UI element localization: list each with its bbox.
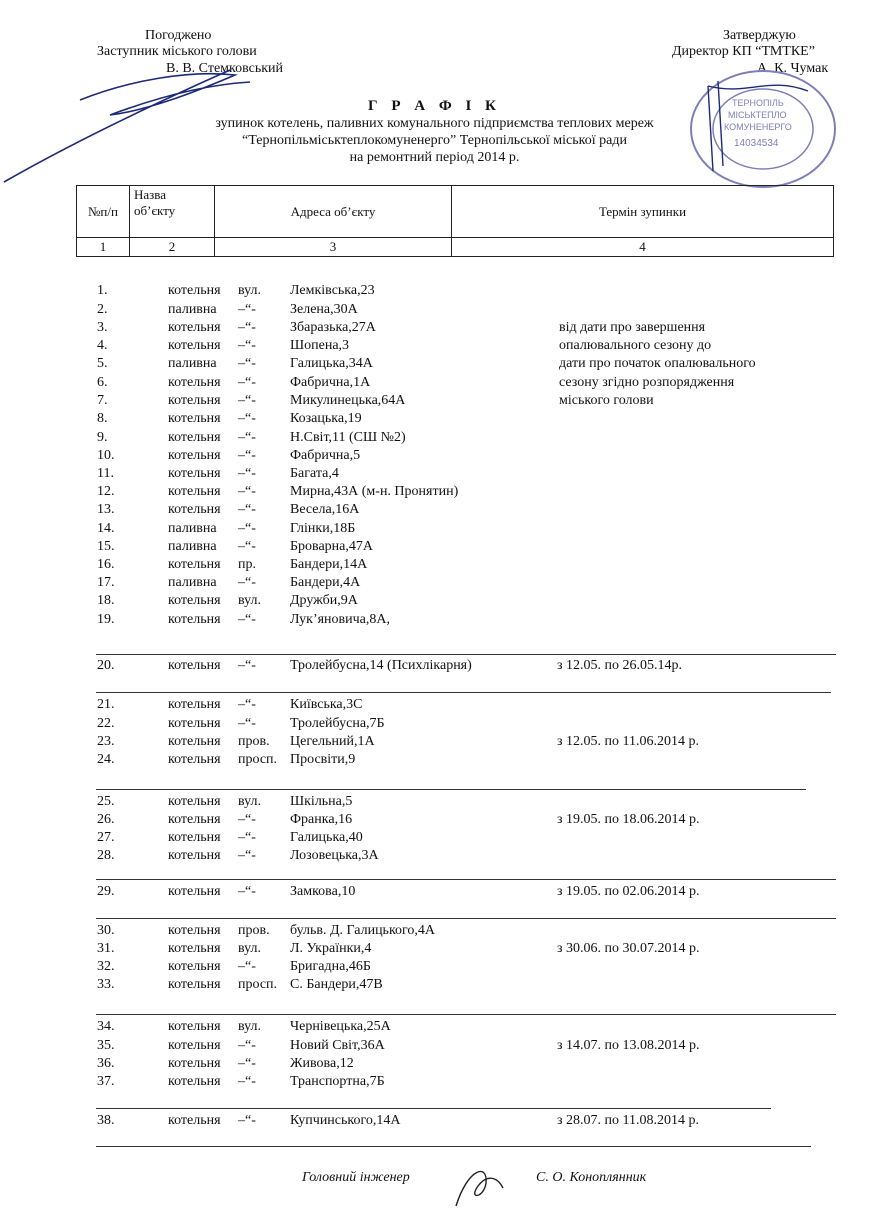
row-address: Живова,12 [290, 1056, 354, 1071]
table-row [0, 830, 869, 848]
row-object-type: котельня [168, 830, 221, 845]
row-address: Бандери,4А [290, 575, 361, 590]
row-street-prefix: –“- [238, 356, 256, 371]
row-street-prefix: пр. [238, 557, 256, 572]
header-num: №п/п [77, 186, 130, 238]
row-address: Лозовецька,3А [290, 848, 379, 863]
table-row [0, 557, 869, 575]
row-number: 9. [97, 430, 108, 445]
row-object-type: котельня [168, 338, 221, 353]
table-row [0, 283, 869, 301]
table-row [0, 484, 869, 502]
note-line1: від дати про завершення [559, 320, 706, 335]
row-object-type: котельня [168, 923, 221, 938]
group-separator [96, 654, 836, 655]
table-row [0, 752, 869, 770]
table-row [0, 575, 869, 593]
row-period: з 19.05. по 02.06.2014 р. [557, 884, 700, 899]
group-separator [96, 1014, 836, 1015]
row-number: 32. [97, 959, 115, 974]
row-street-prefix: –“- [238, 375, 256, 390]
note-line3: дати про початок опалювального [559, 356, 756, 371]
row-object-type: котельня [168, 884, 221, 899]
row-object-type: котельня [168, 1113, 221, 1128]
row-street-prefix: просп. [238, 977, 278, 992]
row-street-prefix: просп. [238, 752, 278, 767]
table-row [0, 923, 869, 941]
table-row [0, 716, 869, 734]
header-period: Термін зупинки [452, 186, 834, 238]
row-address: Н.Світ,11 (СШ №2) [290, 430, 406, 445]
row-object-type: паливна [168, 575, 217, 590]
row-address: Тролейбусна,7Б [290, 716, 385, 731]
table-row [0, 320, 869, 338]
row-object-type: котельня [168, 448, 221, 463]
row-number: 26. [97, 812, 115, 827]
row-street-prefix: –“- [238, 697, 256, 712]
row-address: Броварна,47А [290, 539, 373, 554]
row-object-type: котельня [168, 848, 221, 863]
table-row [0, 356, 869, 374]
row-number: 6. [97, 375, 108, 390]
document-title: Г Р А Ф І К [368, 98, 501, 114]
row-period: з 12.05. по 11.06.2014 р. [557, 734, 700, 749]
row-number: 31. [97, 941, 115, 956]
row-address: Зелена,30А [290, 302, 358, 317]
row-address: Козацька,19 [290, 411, 362, 426]
table-row [0, 521, 869, 539]
row-street-prefix: –“- [238, 884, 256, 899]
row-number: 37. [97, 1074, 115, 1089]
row-address: Збаразька,27А [290, 320, 376, 335]
row-number: 19. [97, 612, 115, 627]
row-street-prefix: –“- [238, 521, 256, 536]
group-separator [96, 879, 836, 880]
row-street-prefix: вул. [238, 794, 262, 809]
row-object-type: паливна [168, 539, 217, 554]
row-object-type: котельня [168, 1074, 221, 1089]
row-object-type: котельня [168, 502, 221, 517]
table-row [0, 539, 869, 557]
row-street-prefix: –“- [238, 393, 256, 408]
row-number: 14. [97, 521, 115, 536]
table-row [0, 812, 869, 830]
table-row [0, 658, 869, 676]
stamp-code: 14034534 [734, 138, 779, 149]
row-number: 33. [97, 977, 115, 992]
row-object-type: котельня [168, 1019, 221, 1034]
table-row [0, 411, 869, 429]
row-object-type: паливна [168, 356, 217, 371]
row-object-type: котельня [168, 593, 221, 608]
table-row [0, 466, 869, 484]
row-address: Микулинецька,64А [290, 393, 406, 408]
row-street-prefix: вул. [238, 1019, 262, 1034]
row-object-type: котельня [168, 977, 221, 992]
row-object-type: котельня [168, 320, 221, 335]
row-address: С. Бандери,47В [290, 977, 383, 992]
table-row [0, 612, 869, 630]
table-row [0, 593, 869, 611]
row-period: з 19.05. по 18.06.2014 р. [557, 812, 700, 827]
table-row [0, 959, 869, 977]
table-row [0, 697, 869, 715]
table-row [0, 430, 869, 448]
title-line1: зупинок котелень, паливних комунального підприємства теплових мереж [215, 116, 654, 131]
table-row [0, 302, 869, 320]
group-separator [96, 1146, 811, 1147]
footer-signature [448, 1158, 508, 1213]
row-object-type: котельня [168, 752, 221, 767]
row-number: 7. [97, 393, 108, 408]
group-separator [96, 692, 831, 693]
row-street-prefix: –“- [238, 1056, 256, 1071]
table-row [0, 375, 869, 393]
note-line4: сезону згідно розпорядження [559, 375, 735, 390]
approval-left-line2: Заступник міського голови [97, 44, 257, 59]
row-number: 36. [97, 1056, 115, 1071]
row-object-type: паливна [168, 521, 217, 536]
row-number: 21. [97, 697, 115, 712]
stamp-line1: ТЕРНОПІЛЬ [732, 98, 784, 108]
row-street-prefix: –“- [238, 612, 256, 627]
row-number: 11. [97, 466, 114, 481]
row-number: 2. [97, 302, 108, 317]
row-address: Галицька,40 [290, 830, 363, 845]
approval-left-line1: Погоджено [145, 28, 212, 43]
row-object-type: котельня [168, 697, 221, 712]
row-street-prefix: –“- [238, 448, 256, 463]
row-address: Франка,16 [290, 812, 353, 827]
row-address: Цегельний,1А [290, 734, 375, 749]
table-row [0, 1074, 869, 1092]
row-address: Просвіти,9 [290, 752, 356, 767]
row-address: Шкільна,5 [290, 794, 353, 809]
table-row [0, 1056, 869, 1074]
row-number: 10. [97, 448, 115, 463]
row-address: Дружби,9А [290, 593, 358, 608]
row-address: Купчинського,14А [290, 1113, 401, 1128]
row-street-prefix: –“- [238, 539, 256, 554]
row-number: 17. [97, 575, 115, 590]
row-object-type: котельня [168, 658, 221, 673]
row-number: 20. [97, 658, 115, 673]
row-street-prefix: вул. [238, 941, 262, 956]
row-object-type: котельня [168, 466, 221, 481]
table-row [0, 734, 869, 752]
table-row [0, 338, 869, 356]
row-object-type: котельня [168, 612, 221, 627]
row-object-type: паливна [168, 302, 217, 317]
note-line2: опалювального сезону до [559, 338, 712, 353]
row-street-prefix: –“- [238, 338, 256, 353]
row-street-prefix: –“- [238, 658, 256, 673]
row-number: 13. [97, 502, 115, 517]
row-number: 5. [97, 356, 108, 371]
row-address: Багата,4 [290, 466, 339, 481]
row-object-type: котельня [168, 812, 221, 827]
row-number: 8. [97, 411, 108, 426]
row-address: Весела,16А [290, 502, 360, 517]
row-period: з 28.07. по 11.08.2014 р. [557, 1113, 700, 1128]
row-address: Новий Світ,36А [290, 1038, 385, 1053]
approval-right-line2: Директор КП “ТМТКЕ” [672, 44, 815, 59]
row-address: бульв. Д. Галицького,4А [290, 923, 436, 938]
row-object-type: котельня [168, 411, 221, 426]
row-street-prefix: –“- [238, 716, 256, 731]
row-street-prefix: –“- [238, 302, 256, 317]
row-address: Лемківська,23 [290, 283, 375, 298]
row-street-prefix: –“- [238, 484, 256, 499]
row-object-type: котельня [168, 393, 221, 408]
table-row [0, 448, 869, 466]
row-object-type: котельня [168, 430, 221, 445]
table-row [0, 794, 869, 812]
table-row [0, 977, 869, 995]
header-name: Назва об’єкту [130, 186, 215, 238]
row-object-type: котельня [168, 716, 221, 731]
group-separator [96, 918, 836, 919]
row-object-type: котельня [168, 941, 221, 956]
row-address: Замкова,10 [290, 884, 356, 899]
row-period: з 14.07. по 13.08.2014 р. [557, 1038, 700, 1053]
row-street-prefix: –“- [238, 502, 256, 517]
row-street-prefix: –“- [238, 848, 256, 863]
header-index-2: 2 [130, 238, 215, 257]
footer-name: С. О. Коноплянник [536, 1170, 647, 1185]
stamp-line3: КОМУНЕНЕРГО [724, 122, 792, 132]
row-object-type: котельня [168, 1056, 221, 1071]
row-address: Тролейбусна,14 (Психлікарня) [290, 658, 472, 673]
row-number: 18. [97, 593, 115, 608]
row-object-type: котельня [168, 375, 221, 390]
row-address: Л. Українки,4 [290, 941, 372, 956]
row-street-prefix: –“- [238, 320, 256, 335]
group-separator [96, 1108, 771, 1109]
row-number: 15. [97, 539, 115, 554]
row-address: Лук’яновича,8А, [290, 612, 391, 627]
row-address: Бандери,14А [290, 557, 368, 572]
row-object-type: котельня [168, 557, 221, 572]
row-street-prefix: –“- [238, 959, 256, 974]
footer-role: Головний інженер [302, 1170, 410, 1185]
row-number: 28. [97, 848, 115, 863]
table-row [0, 502, 869, 520]
row-street-prefix: –“- [238, 575, 256, 590]
title-line2: “Тернопільміськтеплокомуненерго” Тернопільської міської ради [242, 133, 627, 148]
row-number: 35. [97, 1038, 115, 1053]
row-object-type: котельня [168, 484, 221, 499]
row-address: Транспортна,7Б [290, 1074, 385, 1089]
row-number: 34. [97, 1019, 115, 1034]
row-address: Фабрична,5 [290, 448, 361, 463]
row-address: Мирна,43А (м-н. Пронятин) [290, 484, 459, 499]
row-street-prefix: –“- [238, 1113, 256, 1128]
row-number: 1. [97, 283, 108, 298]
row-object-type: котельня [168, 283, 221, 298]
row-number: 16. [97, 557, 115, 572]
row-address: Чернівецька,25А [290, 1019, 391, 1034]
row-number: 27. [97, 830, 115, 845]
row-number: 24. [97, 752, 115, 767]
row-address: Фабрична,1А [290, 375, 371, 390]
row-street-prefix: пров. [238, 734, 270, 749]
table-row [0, 393, 869, 411]
title-line3: на ремонтний період 2014 р. [349, 150, 520, 165]
left-signature-scribble [0, 30, 330, 200]
header-index-1: 1 [77, 238, 130, 257]
group-separator [96, 789, 806, 790]
row-street-prefix: –“- [238, 430, 256, 445]
row-address: Бригадна,46Б [290, 959, 371, 974]
table-row [0, 941, 869, 959]
approval-right-line1: Затверджую [723, 28, 796, 43]
table-row [0, 1038, 869, 1056]
row-object-type: котельня [168, 794, 221, 809]
approval-left-name: В. В. Стемковський [166, 61, 284, 76]
row-object-type: котельня [168, 734, 221, 749]
table-row [0, 884, 869, 902]
row-street-prefix: вул. [238, 283, 262, 298]
row-street-prefix: –“- [238, 1074, 256, 1089]
schedule-header-table [76, 185, 834, 257]
table-row [0, 1019, 869, 1037]
row-street-prefix: –“- [238, 830, 256, 845]
row-number: 29. [97, 884, 115, 899]
header-index-3: 3 [215, 238, 452, 257]
stamp-line2: МІСЬКТЕПЛО [728, 110, 787, 120]
row-street-prefix: пров. [238, 923, 270, 938]
row-object-type: котельня [168, 959, 221, 974]
header-address: Адреса об’єкту [215, 186, 452, 238]
row-address: Галицька,34А [290, 356, 373, 371]
row-street-prefix: –“- [238, 466, 256, 481]
row-street-prefix: –“- [238, 1038, 256, 1053]
table-row [0, 848, 869, 866]
row-address: Шопена,3 [290, 338, 350, 353]
table-row [0, 1113, 869, 1131]
row-object-type: котельня [168, 1038, 221, 1053]
row-number: 4. [97, 338, 108, 353]
note-line5: міського голови [559, 393, 654, 408]
row-street-prefix: –“- [238, 812, 256, 827]
row-address: Київська,3С [290, 697, 363, 712]
row-number: 30. [97, 923, 115, 938]
row-period: з 30.06. по 30.07.2014 р. [557, 941, 700, 956]
row-period: з 12.05. по 26.05.14р. [557, 658, 683, 673]
row-number: 23. [97, 734, 115, 749]
row-number: 3. [97, 320, 108, 335]
approval-right-name: А. К. Чумак [757, 61, 829, 76]
row-number: 25. [97, 794, 115, 809]
row-number: 38. [97, 1113, 115, 1128]
row-number: 12. [97, 484, 115, 499]
row-street-prefix: вул. [238, 593, 262, 608]
row-number: 22. [97, 716, 115, 731]
header-index-4: 4 [452, 238, 834, 257]
row-street-prefix: –“- [238, 411, 256, 426]
row-address: Глінки,18Б [290, 521, 356, 536]
